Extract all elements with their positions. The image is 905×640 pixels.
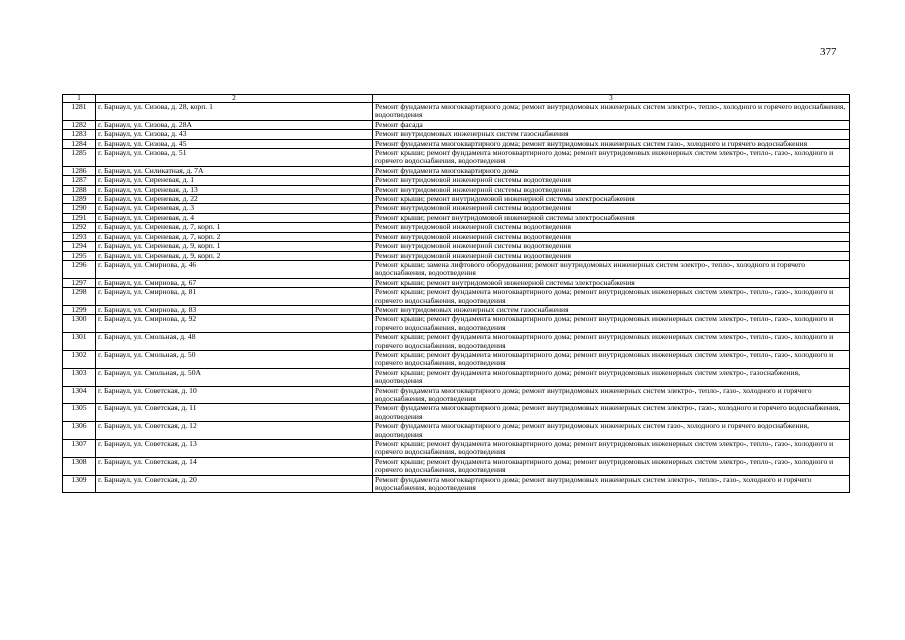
table-row [63,368,850,386]
row-address: г. Барнаул, ул. Сизова, д. 28А [96,120,373,129]
row-number: 1303 [63,368,96,386]
row-number: 1291 [63,213,96,222]
row-address: г. Барнаул, ул. Смольная, д. 50А [96,368,373,386]
row-number: 1299 [63,305,96,314]
table-row [63,251,850,260]
row-number: 1302 [63,350,96,368]
table-row [63,315,850,333]
row-number: 1306 [63,422,96,440]
row-address: г. Барнаул, ул. Советская, д. 13 [96,440,373,458]
row-work-description: Ремонт крыши; ремонт внутридомовой инженерной системы электроснабжения [373,278,850,287]
row-number: 1305 [63,404,96,422]
table-row [63,404,850,422]
table-row [63,386,850,404]
row-address: г. Барнаул, ул. Сизова, д. 43 [96,130,373,139]
repair-registry-table [62,94,850,493]
row-number: 1308 [63,457,96,475]
row-work-description: Ремонт крыши; ремонт фундамента многоквартирного дома; ремонт внутридомовых инженерных систем электро-, тепло-, газо-, холодного и горячего водоснабжения, водоотведения [373,288,850,306]
row-address: г. Барнаул, ул. Сиреневая, д. 22 [96,195,373,204]
table-row [63,242,850,251]
table-row [63,204,850,213]
row-address: г. Барнаул, ул. Смирнова, д. 67 [96,278,373,287]
row-address: г. Барнаул, ул. Смирнова, д. 81 [96,288,373,306]
row-work-description: Ремонт крыши; ремонт фундамента многоквартирного дома; ремонт внутридомовых инженерных систем электро-, тепло-, газо-, холодного и горячего водоснабжения, водоотведения [373,440,850,458]
row-work-description: Ремонт фундамента многоквартирного дома; ремонт внутридомовых инженерных систем газо-, холодного и горячего водоснабжения [373,139,850,148]
row-address: г. Барнаул, ул. Советская, д. 12 [96,422,373,440]
row-address: г. Барнаул, ул. Сиреневая, д. 7, корп. 2 [96,232,373,241]
row-work-description: Ремонт крыши; ремонт фундамента многоквартирного дома; ремонт внутридомовых инженерных систем электро-, тепло-, газо-, холодного и горячего водоснабжения, водоотведения [373,333,850,351]
row-number: 1282 [63,120,96,129]
row-address: г. Барнаул, ул. Смирнова, д. 92 [96,315,373,333]
row-work-description: Ремонт внутридомовой инженерной системы водоотведения [373,204,850,213]
table-row [63,260,850,278]
row-address: г. Барнаул, ул. Сиреневая, д. 9, корп. 2 [96,251,373,260]
table-row [63,333,850,351]
row-number: 1309 [63,475,96,493]
row-address: г. Барнаул, ул. Советская, д. 11 [96,404,373,422]
row-work-description: Ремонт крыши; ремонт внутридомовой инженерной системы электроснабжения [373,195,850,204]
header-col-2: 2 [96,95,373,103]
row-number: 1281 [63,103,96,121]
row-work-description: Ремонт фундамента многоквартирного дома; ремонт внутридомовых инженерных систем газо-, холодного и горячего водоснабжения, водоотведения [373,422,850,440]
row-address: г. Барнаул, ул. Смирнова, д. 83 [96,305,373,314]
row-work-description: Ремонт внутридомовой инженерной системы водоотведения [373,185,850,194]
row-address: г. Барнаул, ул. Сиреневая, д. 3 [96,204,373,213]
row-work-description: Ремонт внутридомовых инженерных систем газоснабжения [373,305,850,314]
row-work-description: Ремонт внутридомовых инженерных систем газоснабжения [373,130,850,139]
row-address: г. Барнаул, ул. Сизова, д. 51 [96,149,373,167]
row-work-description: Ремонт внутридомовой инженерной системы водоотведения [373,232,850,241]
row-address: г. Барнаул, ул. Силикатная, д. 7А [96,166,373,175]
row-work-description: Ремонт фундамента многоквартирного дома; ремонт внутридомовых инженерных систем электро-, тепло-, холодного и горячего водоснабжения, водоотведения [373,103,850,121]
row-number: 1307 [63,440,96,458]
row-address: г. Барнаул, ул. Сизова, д. 45 [96,139,373,148]
page-number: 377 [820,46,837,58]
table-row [63,149,850,167]
row-address: г. Барнаул, ул. Советская, д. 14 [96,457,373,475]
row-work-description: Ремонт фундамента многоквартирного дома [373,166,850,175]
row-work-description: Ремонт внутридомовой инженерной системы водоотведения [373,176,850,185]
row-work-description: Ремонт крыши; ремонт фундамента многоквартирного дома; ремонт внутридомовых инженерных систем электро-, тепло-, газо-, холодного и горячего водоснабжения, водоотведения [373,457,850,475]
table-row [63,176,850,185]
row-work-description: Ремонт фасада [373,120,850,129]
table-body [63,103,850,493]
row-address: г. Барнаул, ул. Смирнова, д. 46 [96,260,373,278]
row-address: г. Барнаул, ул. Советская, д. 20 [96,475,373,493]
row-address: г. Барнаул, ул. Сиреневая, д. 1 [96,176,373,185]
row-work-description: Ремонт внутридомовой инженерной системы водоотведения [373,251,850,260]
row-number: 1289 [63,195,96,204]
table-row [63,130,850,139]
row-work-description: Ремонт крыши; ремонт фундамента многоквартирного дома; ремонт внутридомовых инженерных систем электро-, тепло-, газо-, холодного и горячего водоснабжения, водоотведения [373,315,850,333]
table-row [63,457,850,475]
row-work-description: Ремонт фундамента многоквартирного дома; ремонт внутридомовых инженерных систем электро-, газо-, холодного и горячего водоснабжения, водоотведения [373,404,850,422]
row-work-description: Ремонт крыши; ремонт фундамента многоквартирного дома; ремонт внутридомовых инженерных систем электро-, тепло-, газо-, холодного и горячего водоснабжения, водоотведения [373,149,850,167]
row-work-description: Ремонт внутридомовой инженерной системы водоотведения [373,242,850,251]
row-address: г. Барнаул, ул. Сиреневая, д. 7, корп. 1 [96,223,373,232]
row-number: 1293 [63,232,96,241]
header-col-3: 3 [373,95,850,103]
table-row [63,223,850,232]
row-number: 1292 [63,223,96,232]
table-row [63,288,850,306]
row-number: 1295 [63,251,96,260]
row-number: 1300 [63,315,96,333]
header-col-1: 1 [63,95,96,103]
row-work-description: Ремонт крыши; ремонт внутридомовой инженерной системы электроснабжения [373,213,850,222]
row-work-description: Ремонт крыши; замена лифтового оборудования; ремонт внутридомовых инженерных систем электро-, тепло-, холодного и горячего водоснабжения, водоотведения [373,260,850,278]
row-address: г. Барнаул, ул. Сиреневая, д. 4 [96,213,373,222]
row-address: г. Барнаул, ул. Советская, д. 10 [96,386,373,404]
row-address: г. Барнаул, ул. Смольная, д. 50 [96,350,373,368]
row-number: 1297 [63,278,96,287]
row-address: г. Барнаул, ул. Сиреневая, д. 9, корп. 1 [96,242,373,251]
row-number: 1287 [63,176,96,185]
table-row [63,475,850,493]
row-number: 1288 [63,185,96,194]
row-work-description: Ремонт крыши; ремонт фундамента многоквартирного дома; ремонт внутридомовых инженерных систем электро-, газоснабжения, водоотведения [373,368,850,386]
row-address: г. Барнаул, ул. Сизова, д. 28, корп. 1 [96,103,373,121]
table-row [63,350,850,368]
row-work-description: Ремонт крыши; ремонт фундамента многоквартирного дома; ремонт внутридомовых инженерных систем электро-, тепло-, газо-, холодного и горячего водоснабжения, водоотведения [373,350,850,368]
row-address: г. Барнаул, ул. Смольная, д. 48 [96,333,373,351]
row-number: 1298 [63,288,96,306]
row-number: 1294 [63,242,96,251]
row-number: 1296 [63,260,96,278]
row-number: 1304 [63,386,96,404]
table-row [63,103,850,121]
table-row [63,440,850,458]
row-work-description: Ремонт фундамента многоквартирного дома; ремонт внутридомовых инженерных систем электро-, тепло-, газо-, холодного и горячего водоснабжения, водоотведения [373,386,850,404]
row-work-description: Ремонт фундамента многоквартирного дома; ремонт внутридомовых инженерных систем электро-, тепло-, газо-, холодного и горячего водоснабжения, водоотведения [373,475,850,493]
row-number: 1285 [63,149,96,167]
row-number: 1286 [63,166,96,175]
row-number: 1283 [63,130,96,139]
row-number: 1284 [63,139,96,148]
row-number: 1290 [63,204,96,213]
table-row [63,422,850,440]
row-work-description: Ремонт внутридомовой инженерной системы водоотведения [373,223,850,232]
row-number: 1301 [63,333,96,351]
row-address: г. Барнаул, ул. Сиреневая, д. 13 [96,185,373,194]
